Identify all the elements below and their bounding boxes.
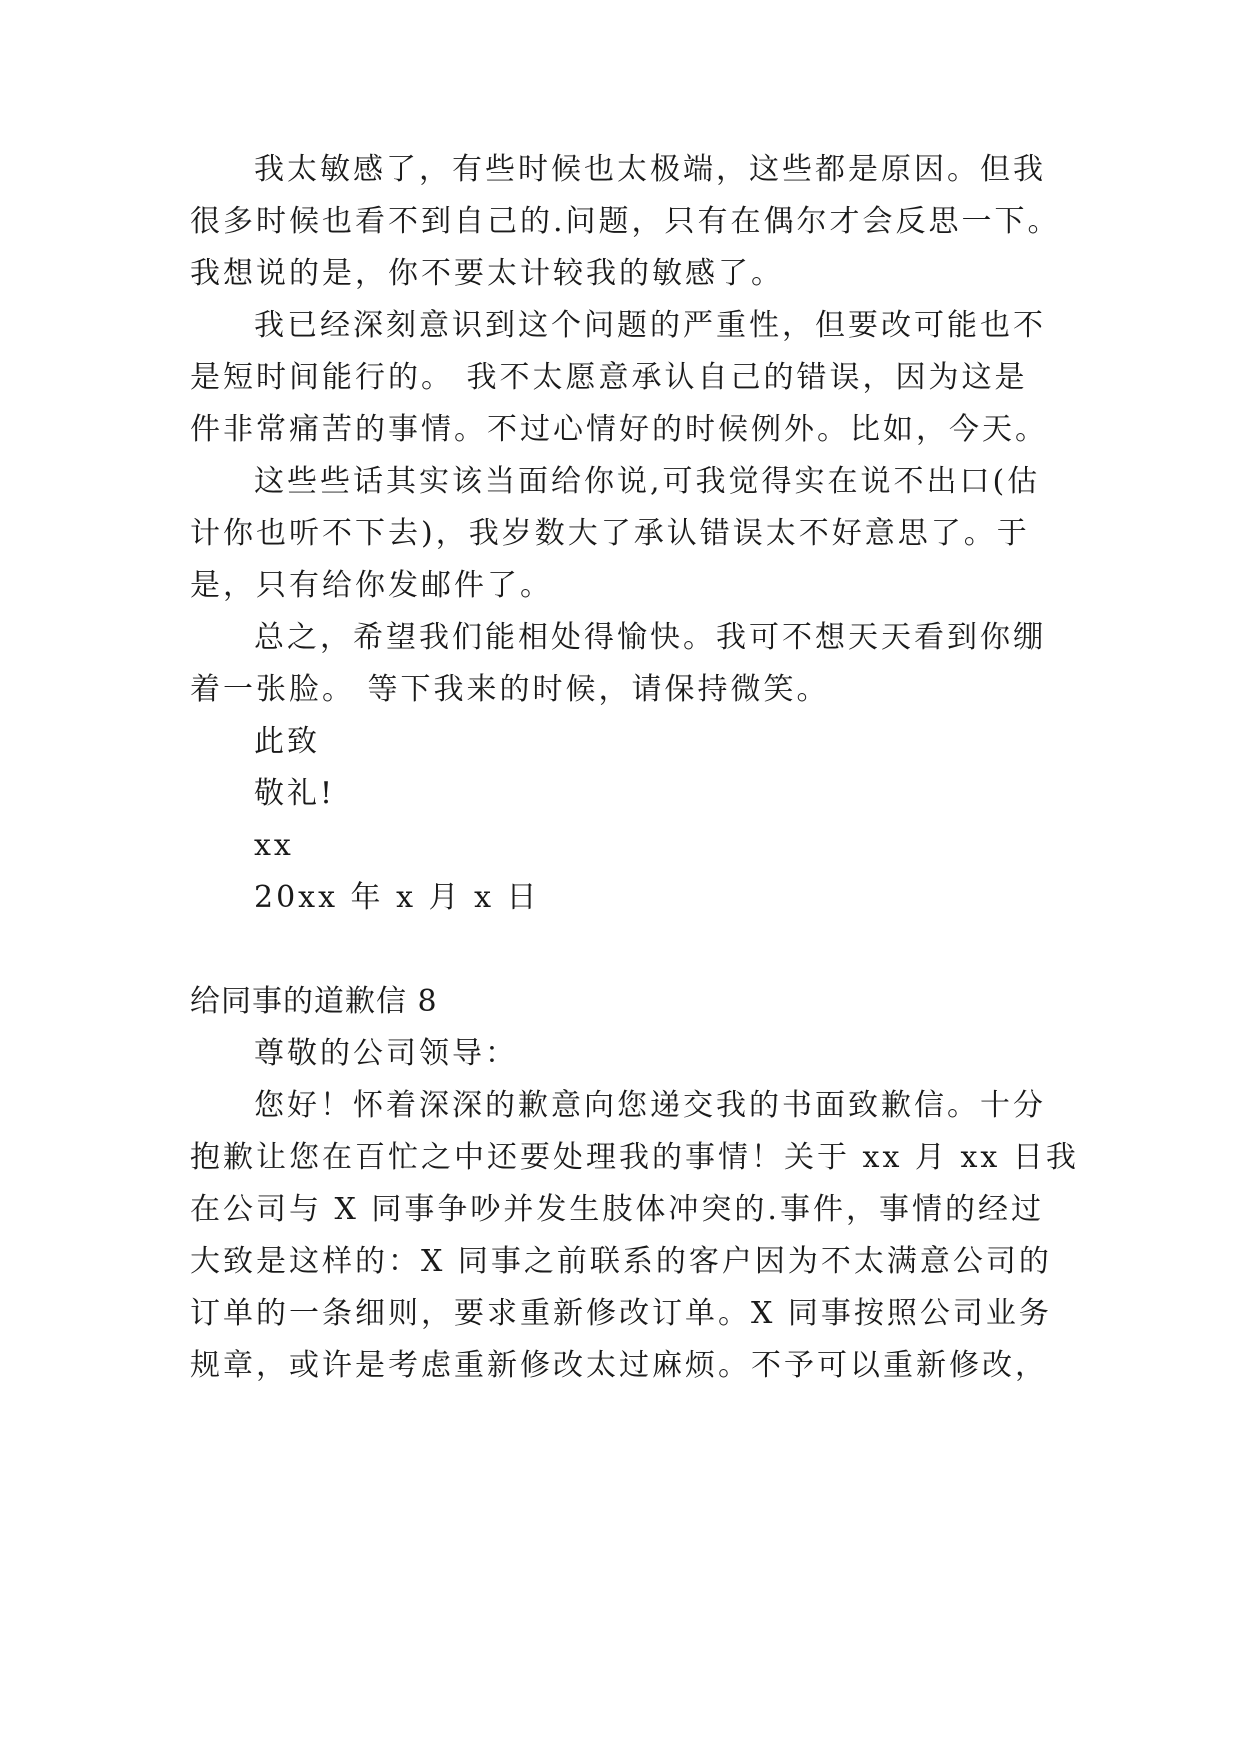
paragraph-2-line-3: 件非常痛苦的事情。不过心情好的时候例外。比如，今天。 <box>190 412 1048 447</box>
letter-2-greeting: 尊敬的公司领导： <box>254 1036 518 1071</box>
paragraph-3-line-3: 是，只有给你发邮件了。 <box>190 568 553 603</box>
paragraph-1-line-1: 我太敏感了，有些时候也太极端，这些都是原因。但我 <box>254 152 1046 187</box>
letter-2-body-line-5: 订单的一条细则，要求重新修改订单。X 同事按照公司业务 <box>190 1296 1052 1331</box>
paragraph-1-line-2: 很多时候也看不到自己的.问题，只有在偶尔才会反思一下。 <box>190 204 1061 239</box>
letter-2-body-line-4: 大致是这样的：X 同事之前联系的客户因为不太满意公司的 <box>190 1244 1052 1279</box>
letter-2-body-line-1: 您好！怀着深深的歉意向您递交我的书面致歉信。十分 <box>254 1088 1046 1123</box>
paragraph-3-line-2: 计你也听不下去)，我岁数大了承认错误太不好意思了。于 <box>190 516 1030 551</box>
section-title: 给同事的道歉信 8 <box>190 984 438 1019</box>
paragraph-1-line-3: 我想说的是，你不要太计较我的敏感了。 <box>190 256 784 291</box>
paragraph-2-line-1: 我已经深刻意识到这个问题的严重性，但要改可能也不 <box>254 308 1046 343</box>
paragraph-2-line-2: 是短时间能行的。 我不太愿意承认自己的错误，因为这是 <box>190 360 1028 395</box>
letter-2-body-line-2: 抱歉让您在百忙之中还要处理我的事情！关于 xx 月 xx 日我 <box>190 1140 1079 1175</box>
closing-date: 20xx 年 x 月 x 日 <box>254 880 540 915</box>
closing-salutation: 此致 <box>254 724 320 759</box>
closing-regards: 敬礼! <box>254 776 336 811</box>
letter-2-body-line-3: 在公司与 X 同事争吵并发生肢体冲突的.事件，事情的经过 <box>190 1192 1044 1227</box>
paragraph-4-line-2: 着一张脸。 等下我来的时候，请保持微笑。 <box>190 672 830 707</box>
paragraph-3-line-1: 这些些话其实该当面给你说,可我觉得实在说不出口(估 <box>254 464 1041 499</box>
paragraph-4-line-1: 总之，希望我们能相处得愉快。我可不想天天看到你绷 <box>254 620 1046 655</box>
closing-signature: xx <box>254 828 294 863</box>
letter-2-body-line-6: 规章，或许是考虑重新修改太过麻烦。不予可以重新修改， <box>190 1348 1048 1383</box>
